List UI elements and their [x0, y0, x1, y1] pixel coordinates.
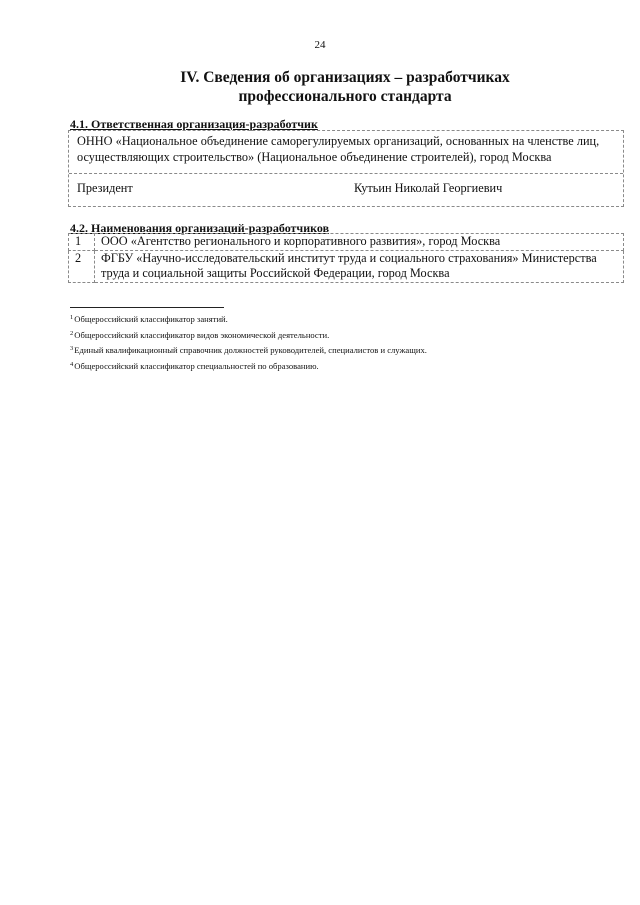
- responsible-org-box: [68, 130, 624, 207]
- row-number: 2: [69, 250, 95, 282]
- table-row: [69, 250, 624, 282]
- footnote: [70, 311, 590, 327]
- footnote-text: Общероссийский классификатор занятий.: [74, 314, 228, 324]
- footnote-mark: 2: [70, 329, 74, 337]
- footnote-mark: 1: [70, 314, 74, 321]
- footnote-text: Единый квалификационный справочник должностей руководителей, специалистов и служащих.: [74, 345, 427, 355]
- page-number: 24: [314, 39, 326, 51]
- developer-org-name: ООО «Агентство регионального и корпоративного развития», город Москва: [95, 234, 624, 251]
- footnote-mark: 3: [70, 345, 74, 352]
- footnote-separator: [70, 307, 224, 308]
- footnote-text: Общероссийский классификатор видов экономической деятельности.: [74, 329, 330, 340]
- footnote: [70, 342, 590, 358]
- signatory-position: Президент: [77, 181, 133, 195]
- footnote: [70, 327, 590, 343]
- row-number: 1: [69, 234, 95, 251]
- footnotes: [70, 311, 590, 373]
- section-title: [60, 68, 630, 106]
- footnote-mark: 4: [70, 360, 74, 368]
- developer-org-name: ФГБУ «Научно-исследовательский институт труда и социального страхования» Министерства труда и социальной защиты Российской Федерации, город Москва: [95, 250, 624, 282]
- footnote: [70, 358, 590, 374]
- developer-orgs-table: [68, 233, 624, 283]
- table-row: [69, 234, 624, 251]
- signatory-name: Кутьин Николай Георгиевич: [354, 181, 503, 195]
- section-title-line2: профессионального стандарта: [238, 88, 452, 105]
- footnote-text: Общероссийский классификатор специальностей по образованию.: [74, 360, 319, 371]
- org-divider: [69, 173, 623, 174]
- responsible-org-heading: 4.1. Ответственная организация-разработчик: [70, 117, 318, 131]
- developer-orgs-heading: 4.2. Наименования организаций-разработчиков: [70, 221, 330, 235]
- responsible-org-name: ОННО «Национальное объединение саморегулируемых организаций, основанных на членстве лиц, осуществляющих строительство» (Национальное объединение строителей), город Москва: [77, 134, 600, 164]
- section-title-line1: IV. Сведения об организациях – разработчиках: [180, 69, 510, 86]
